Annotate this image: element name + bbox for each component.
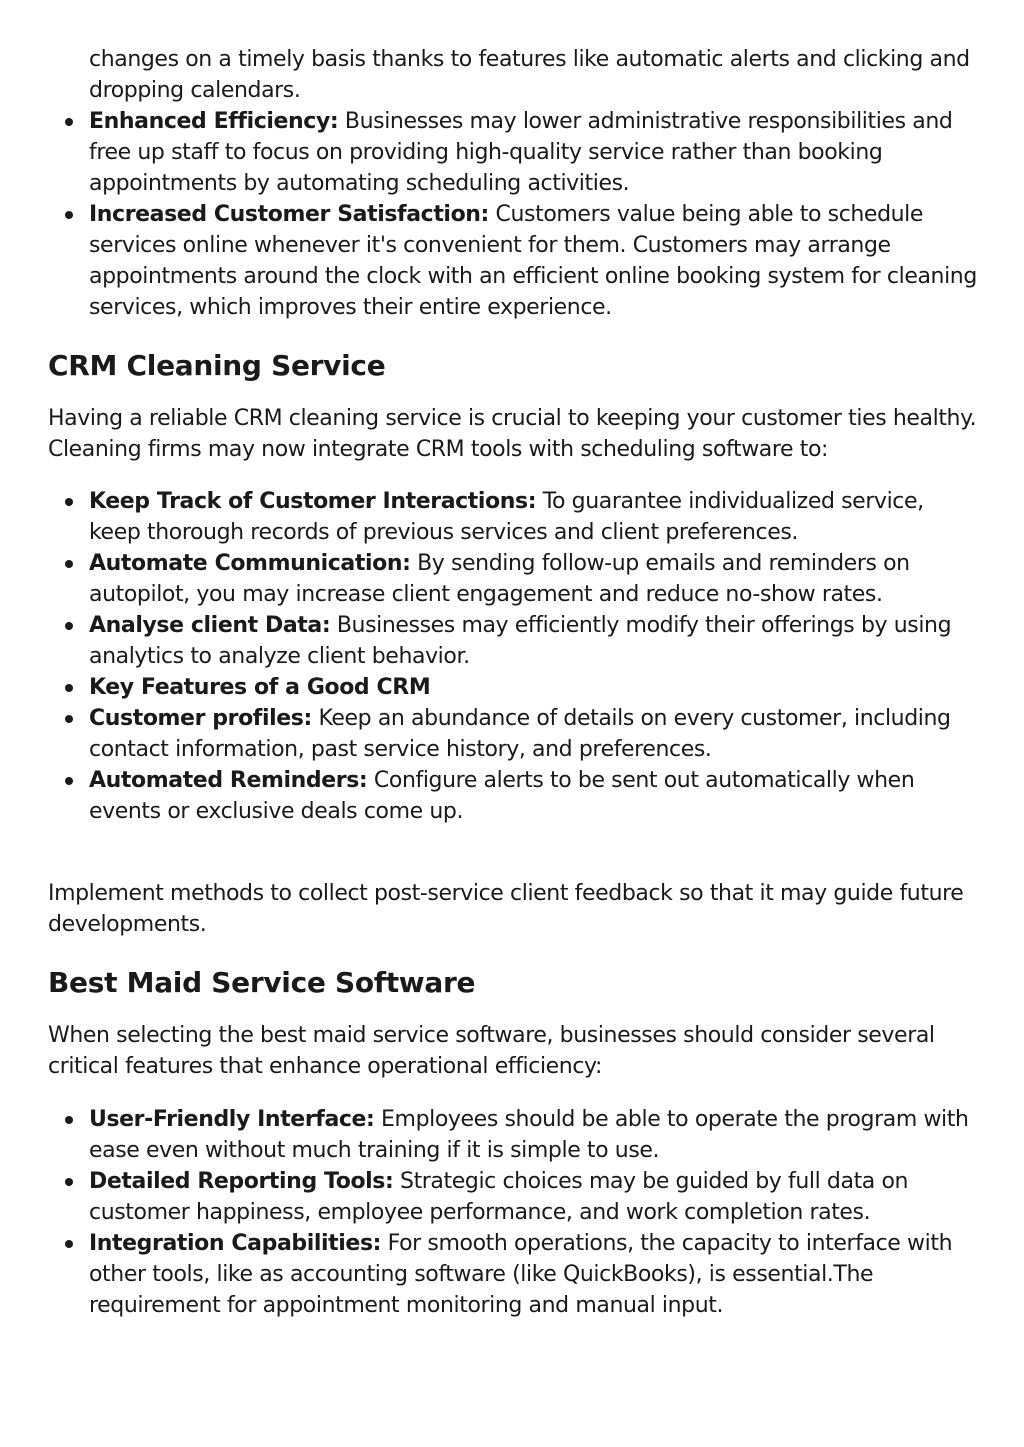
list-item-text: For smooth operations, the capacity to interface with other tools, like as accounting software (like QuickBooks), is essential.The requirement for appointment monitoring and manual input. xyxy=(89,1231,953,1318)
crm-section-closing: Implement methods to collect post-service client feedback so that it may guide future developments. xyxy=(48,881,964,937)
list-item-text: Employees should be able to operate the program with ease even without much training if it is simple to use. xyxy=(89,1107,969,1163)
list-item-label: Increased Customer Satisfaction: xyxy=(89,202,489,227)
maid-features-list xyxy=(48,1104,978,1321)
list-item-label: Detailed Reporting Tools: xyxy=(89,1169,394,1194)
maid-section-intro: When selecting the best maid service software, businesses should consider several critical features that enhance operational efficiency: xyxy=(48,1023,935,1079)
list-item xyxy=(48,486,978,548)
list-item-text: By sending follow-up emails and reminders on autopilot, you may increase client engagement and reduce no-show rates. xyxy=(89,551,910,607)
list-item-label: Automated Reminders: xyxy=(89,768,368,793)
list-item xyxy=(48,672,978,703)
crm-section-intro: Having a reliable CRM cleaning service is crucial to keeping your customer ties healthy. Cleaning firms may now integrate CRM tools with scheduling software to: xyxy=(48,406,977,462)
list-item-text: Customers value being able to schedule services online whenever it's convenient for them. Customers may arrange appointments around the clock with an efficient online booking system for cleaning services, which improves their entire experience. xyxy=(89,202,977,320)
list-item-label: Integration Capabilities: xyxy=(89,1231,382,1256)
list-item-text: Businesses may lower administrative responsibilities and free up staff to focus on providing high-quality service rather than booking appointments by automating scheduling activities. xyxy=(89,109,953,196)
list-item xyxy=(48,199,978,323)
list-item xyxy=(48,1166,978,1228)
list-item-text: Businesses may efficiently modify their offerings by using analytics to analyze client behavior. xyxy=(89,613,952,669)
list-item xyxy=(48,765,978,827)
list-item-text: To guarantee individualized service, keep thorough records of previous services and client preferences. xyxy=(89,489,924,545)
intro-benefits-list xyxy=(48,44,978,323)
list-item-text: Configure alerts to be sent out automatically when events or exclusive deals come up. xyxy=(89,768,915,824)
list-item-label: Customer profiles: xyxy=(89,706,312,731)
crm-section-heading: CRM Cleaning Service xyxy=(48,349,386,382)
list-item xyxy=(48,610,978,672)
crm-features-list xyxy=(48,486,978,827)
list-item xyxy=(48,106,978,199)
list-item-label: Analyse client Data: xyxy=(89,613,331,638)
list-item-continuation xyxy=(48,44,978,106)
list-item-text: changes on a timely basis thanks to features like automatic alerts and clicking and dropping calendars. xyxy=(89,47,970,103)
list-item-label: Key Features of a Good CRM xyxy=(89,675,431,700)
document-page xyxy=(48,44,978,1321)
list-item-text: Strategic choices may be guided by full data on customer happiness, employee performance, and work completion rates. xyxy=(89,1169,909,1225)
list-item-label: Enhanced Efficiency: xyxy=(89,109,339,134)
list-item xyxy=(48,1104,978,1166)
maid-section-heading: Best Maid Service Software xyxy=(48,966,476,999)
list-item xyxy=(48,548,978,610)
list-item-label: Automate Communication: xyxy=(89,551,411,576)
list-item xyxy=(48,1228,978,1321)
list-item-label: Keep Track of Customer Interactions: xyxy=(89,489,537,514)
list-item-text: Keep an abundance of details on every customer, including contact information, past service history, and preferences. xyxy=(89,706,951,762)
list-item xyxy=(48,703,978,765)
list-item-label: User-Friendly Interface: xyxy=(89,1107,375,1132)
